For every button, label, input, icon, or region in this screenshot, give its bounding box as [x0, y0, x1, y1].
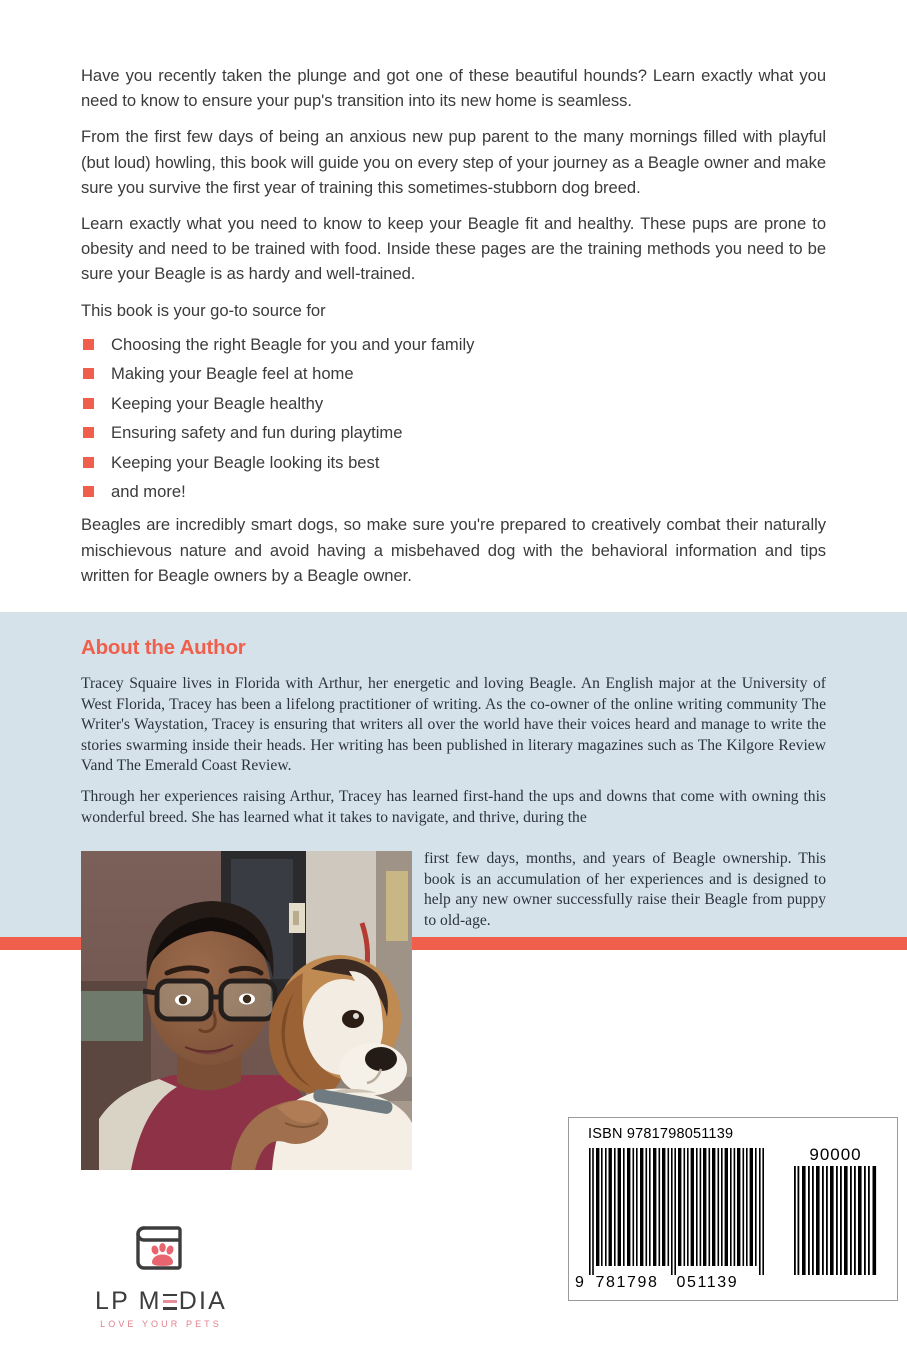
isbn-barcode-box: [568, 1117, 898, 1301]
square-bullet-icon: [83, 339, 94, 350]
publisher-logo: [81, 1216, 241, 1329]
list-item-label: Ensuring safety and fun during playtime: [111, 423, 403, 443]
author-bio-paragraph-1: Tracey Squaire lives in Florida with Arthur, her energetic and loving Beagle. An English major at the University of West Florida, Tracey has been a lifelong practitioner of writing. As the co-owner of the online writing community The Writer's Waystation, Tracey is ensuring that writers all over the world have their voices heard and manage to write the stories swarming inside their heads. Her writing has been published in literary magazines such as The Kilgore Review Vand The Emerald Coast Review.: [81, 675, 826, 775]
isbn-label: ISBN 9781798051139: [588, 1126, 734, 1142]
logo-wordmark: [81, 1289, 241, 1314]
author-bio-wrapped-column: [424, 849, 826, 931]
page-title: About the Author: [81, 636, 246, 659]
logo-e-glyph-icon: [163, 1293, 177, 1311]
blurb-paragraph-2: From the first few days of being an anxious new pup parent to the many mornings filled with playful (but loud) howling, this book will guide you on every step of your journey as a Beagle owner and make sure you survive the first year of training this sometimes-stubborn dog breed.: [81, 127, 826, 197]
square-bullet-icon: [83, 398, 94, 409]
square-bullet-icon: [83, 486, 94, 497]
list-item: [81, 363, 826, 384]
list-item-label: Keeping your Beagle looking its best: [111, 452, 380, 472]
blurb-paragraph-1: Have you recently taken the plunge and got one of these beautiful hounds? Learn exactly what you need to know to ensure your pup's transition into its new home is seamless.: [81, 66, 826, 111]
list-item-label: Making your Beagle feel at home: [111, 364, 354, 384]
author-photo: [81, 851, 412, 1170]
list-item-label: and more!: [111, 482, 186, 502]
author-photo-illustration: [81, 851, 412, 1170]
ean5-addon-barcode-icon: [794, 1166, 877, 1275]
square-bullet-icon: [83, 457, 94, 468]
author-text-block: [81, 636, 826, 838]
feature-bullet-list: [81, 334, 826, 503]
blurb-closing-paragraph: Beagles are incredibly smart dogs, so make sure you're prepared to creatively combat their naturally mischievous nature and avoid having a misbehaved dog with the behavioral information and tips written for Beagle owners by a Beagle owner.: [81, 515, 826, 585]
list-item: [81, 481, 826, 502]
list-item-label: Keeping your Beagle healthy: [111, 393, 324, 413]
author-bio-paragraph-2: Through her experiences raising Arthur, Tracey has learned first-hand the ups and downs that come with owning this wonderful breed. She has learned what it takes to navigate, and thrive, during the: [81, 787, 826, 826]
ean13-barcode-icon: [589, 1148, 769, 1275]
list-item: [81, 422, 826, 443]
book-with-paw-print-icon: [130, 1216, 192, 1283]
list-item: [81, 393, 826, 414]
square-bullet-icon: [83, 368, 94, 379]
list-item: [81, 452, 826, 473]
list-intro: This book is your go-to source for: [81, 300, 326, 320]
list-item-label: Choosing the right Beagle for you and your family: [111, 334, 475, 354]
ean-lead-digit: 9: [575, 1274, 586, 1291]
book-blurb-section: [0, 0, 907, 612]
author-bio-paragraph-3: first few days, months, and years of Beagle ownership. This book is an accumulation of her experiences and is designed to help any new owner successfully raise their Beagle from puppy to old-age.: [424, 850, 826, 929]
ean-group-1: 781798: [595, 1274, 659, 1291]
logo-tagline: LOVE YOUR PETS: [100, 1319, 222, 1329]
square-bullet-icon: [83, 427, 94, 438]
ean13-digits: [575, 1274, 775, 1292]
logo-wordmark-part-1: LP M: [95, 1287, 162, 1315]
blurb-paragraph-3: Learn exactly what you need to know to keep your Beagle fit and healthy. These pups are prone to obesity and need to be trained with food. Inside these pages are the training methods you need to be sure your Beagle is as hardy and well-trained.: [81, 214, 826, 284]
price-addon-digits: 90000: [809, 1145, 862, 1164]
ean-group-2: 051139: [676, 1274, 739, 1291]
list-item: [81, 334, 826, 355]
logo-wordmark-part-2: DIA: [178, 1287, 227, 1315]
